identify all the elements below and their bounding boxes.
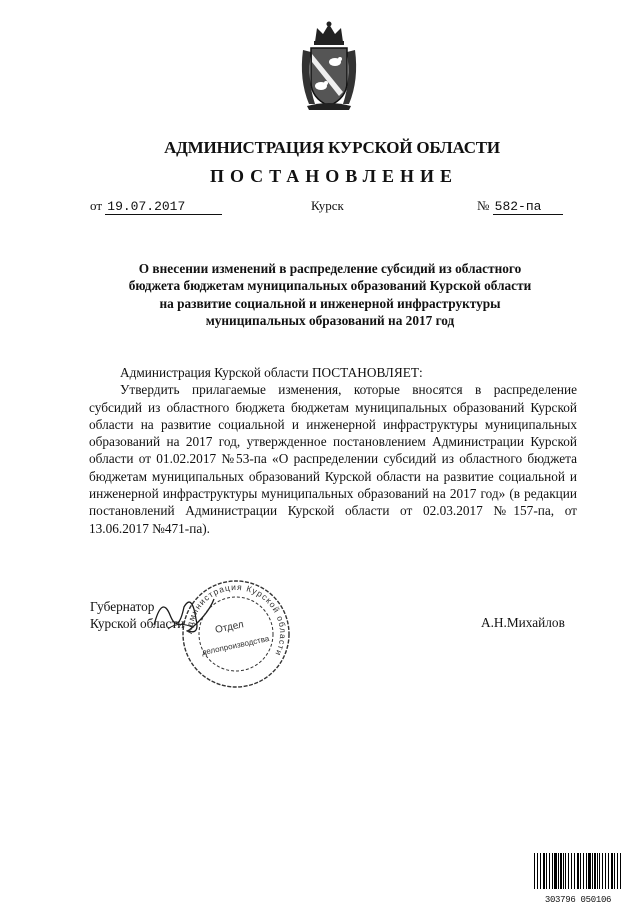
document-barcode: [533, 853, 623, 905]
coat-of-arms-emblem: [295, 20, 363, 110]
barcode-bar: [554, 853, 557, 889]
document-city: Курск: [311, 198, 344, 213]
barcode-bar: [611, 853, 613, 889]
organization-title: АДМИНИСТРАЦИЯ КУРСКОЙ ОБЛАСТИ: [164, 138, 500, 157]
barcode-number: 303796 050106: [544, 895, 612, 905]
subject-line: муниципальных образований на 2017 год: [205, 312, 455, 328]
stamp-center-line1: Отдел: [214, 619, 245, 636]
barcode-bar: [599, 853, 600, 889]
document-number: [477, 198, 563, 215]
document-date: [90, 198, 222, 215]
barcode-bar: [617, 853, 618, 889]
document-type-title: ПОСТАНОВЛЕНИЕ: [209, 166, 459, 186]
date-value: 19.07.2017: [107, 199, 186, 214]
barcode-bar: [543, 853, 545, 889]
barcode-bar: [588, 853, 591, 889]
barcode-bar: [577, 853, 579, 889]
date-prefix: от: [90, 198, 103, 213]
document-body: [89, 364, 577, 537]
barcode-bar: [620, 853, 621, 889]
stamp-center-line2: делопроизводства: [200, 633, 271, 658]
barcode-bar: [605, 853, 606, 889]
barcode-bar: [565, 853, 566, 889]
barcode-bars: [533, 853, 623, 889]
barcode-bar: [534, 853, 535, 889]
barcode-bar: [580, 853, 581, 889]
signatory-name: А.Н.Михайлов: [481, 615, 565, 630]
barcode-bar: [571, 853, 572, 889]
barcode-bar: [608, 853, 609, 889]
signatory-title: Губернатор Курской области: [90, 599, 185, 631]
barcode-bar: [574, 853, 575, 889]
number-value: 582-па: [494, 199, 542, 214]
body-paragraph: Утвердить прилагаемые изменения, которые вносятся в распределение субсидий из областного бюджета бюджетам муниципальных образований Курской области на развитие социальной и инженерной инфраструктуры муниципальных образований на 2017 год, утвержденное постановлением Администрации Курской области от 01.02.2017 №53-па «О распределении субсидий из областного бюджета бюджетам муниципальных образований Курской области на развитие социальной и инженерной инфраструктуры муниципальных образований на 2017 год» (в редакции постановлений Администрации Курской области от 02.03.2017 №157-па, от 13.06.2017 №471-па).: [89, 382, 577, 536]
barcode-bar: [568, 853, 569, 889]
barcode-bar: [549, 853, 550, 889]
barcode-bar: [540, 853, 541, 889]
body-intro: Администрация Курской области ПОСТАНОВЛЯЕТ:: [120, 365, 423, 380]
barcode-bar: [546, 853, 547, 889]
barcode-bar: [563, 853, 564, 889]
barcode-bar: [560, 853, 562, 889]
number-prefix: №: [477, 198, 490, 213]
barcode-bar: [583, 853, 584, 889]
barcode-bar: [586, 853, 587, 889]
subject-line: бюджета бюджетам муниципальных образований Курской области: [128, 278, 532, 294]
barcode-bar: [552, 853, 553, 889]
barcode-bar: [592, 853, 593, 889]
barcode-bar: [614, 853, 615, 889]
document-subject: [100, 260, 560, 329]
barcode-bar: [597, 853, 598, 889]
stamp-ring-text: Администрация Курской области: [183, 581, 289, 659]
barcode-bar: [558, 853, 559, 889]
barcode-bar: [594, 853, 596, 889]
barcode-bar: [537, 853, 538, 889]
barcode-bar: [602, 853, 603, 889]
official-stamp: [180, 578, 292, 690]
subject-line: О внесении изменений в распределение субсидий из областного: [138, 261, 522, 276]
subject-line: на развитие социальной и инженерной инфраструктуры: [159, 295, 501, 311]
